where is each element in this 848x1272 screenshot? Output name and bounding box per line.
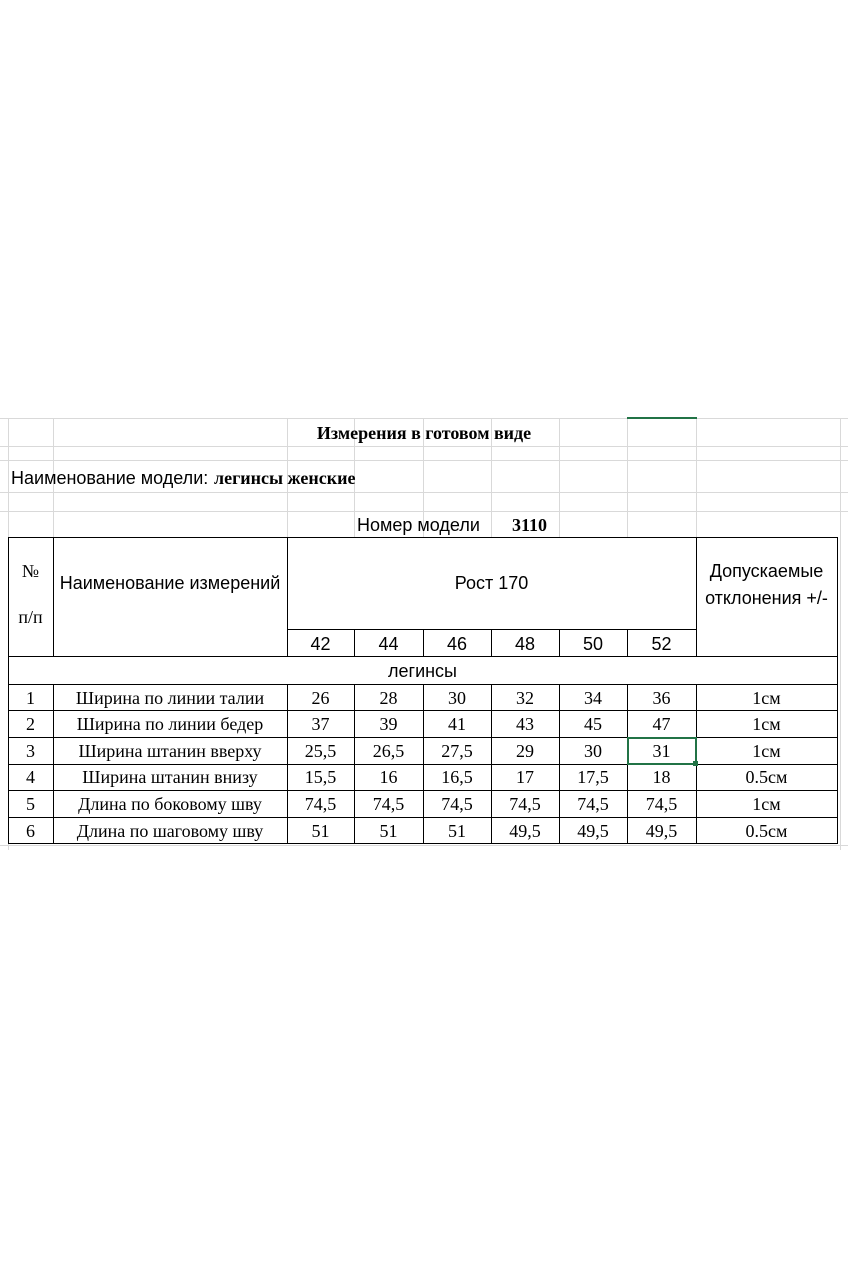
row-value[interactable]: 30 <box>584 741 602 761</box>
model-number-value: 3110 <box>512 515 548 535</box>
section-label: легинсы <box>387 661 457 681</box>
row-value[interactable]: 74,5 <box>372 794 405 814</box>
row-name: Длина по шаговому шву <box>76 821 264 841</box>
row-value[interactable]: 27,5 <box>441 741 473 761</box>
row-name: Ширина штанин внизу <box>82 767 258 787</box>
row-value[interactable]: 16,5 <box>441 767 473 787</box>
row-number: 4 <box>26 767 35 787</box>
row-value[interactable]: 74,5 <box>577 794 609 814</box>
row-name: Ширина штанин вверху <box>78 741 262 761</box>
row-tolerance: 1см <box>752 794 781 814</box>
model-name-label: Наименование модели: <box>11 468 209 488</box>
col-num-header-bottom: п/п <box>18 607 43 627</box>
row-value[interactable]: 47 <box>652 714 671 734</box>
tolerance-header-line2: отклонения +/- <box>705 588 828 608</box>
row-number: 5 <box>26 794 35 814</box>
row-tolerance: 0.5см <box>745 821 788 841</box>
column-selection-indicator <box>627 417 697 419</box>
row-value[interactable]: 74,5 <box>645 794 678 814</box>
fill-handle[interactable] <box>693 761 698 766</box>
row-value[interactable]: 28 <box>379 688 398 708</box>
tolerance-header-line1: Допускаемые <box>709 561 824 581</box>
row-number: 2 <box>26 714 35 734</box>
row-value[interactable]: 15,5 <box>304 767 337 787</box>
size-header: 50 <box>582 634 604 654</box>
row-value[interactable]: 51 <box>379 821 398 841</box>
row-value[interactable]: 74,5 <box>441 794 473 814</box>
row-value[interactable]: 31 <box>652 741 671 761</box>
col-num-header-top: № <box>21 561 40 581</box>
row-value[interactable]: 49,5 <box>509 821 541 841</box>
size-header: 42 <box>310 634 331 654</box>
row-value[interactable]: 18 <box>652 767 671 787</box>
row-value[interactable]: 36 <box>652 688 671 708</box>
row-value[interactable]: 39 <box>379 714 398 734</box>
size-header: 44 <box>378 634 399 654</box>
row-value[interactable]: 30 <box>448 688 466 708</box>
row-value[interactable]: 32 <box>516 688 534 708</box>
row-tolerance: 1см <box>752 741 781 761</box>
row-value[interactable]: 51 <box>448 821 466 841</box>
model-number-label: Номер модели <box>357 515 480 535</box>
row-value[interactable]: 17 <box>516 767 534 787</box>
row-tolerance: 1см <box>752 714 781 734</box>
sheet-title: Измерения в готовом виде <box>316 423 532 443</box>
row-value[interactable]: 17,5 <box>577 767 609 787</box>
size-header: 46 <box>446 634 468 654</box>
row-value[interactable]: 41 <box>448 714 466 734</box>
row-value[interactable]: 74,5 <box>509 794 541 814</box>
row-value[interactable]: 43 <box>516 714 534 734</box>
row-name: Ширина по линии бедер <box>76 714 264 734</box>
row-value[interactable]: 45 <box>584 714 602 734</box>
row-number: 3 <box>26 741 35 761</box>
row-number: 6 <box>26 821 35 841</box>
row-name: Ширина по линии талии <box>75 688 265 708</box>
row-value[interactable]: 25,5 <box>304 741 337 761</box>
active-cell-selection[interactable] <box>627 737 697 765</box>
row-tolerance: 1см <box>752 688 781 708</box>
row-tolerance: 0.5см <box>745 767 788 787</box>
row-value[interactable]: 26 <box>311 688 330 708</box>
row-value[interactable]: 37 <box>311 714 330 734</box>
row-value[interactable]: 74,5 <box>304 794 337 814</box>
model-name-value: легинсы женские <box>214 468 356 488</box>
row-value[interactable]: 51 <box>311 821 330 841</box>
row-value[interactable]: 29 <box>516 741 534 761</box>
group-header: Рост 170 <box>454 573 529 593</box>
row-value[interactable]: 16 <box>379 767 398 787</box>
row-number: 1 <box>26 688 35 708</box>
col-name-header: Наименование измерений <box>59 573 281 593</box>
row-value[interactable]: 26,5 <box>372 741 405 761</box>
row-value[interactable]: 49,5 <box>577 821 609 841</box>
size-header: 48 <box>514 634 536 654</box>
row-value[interactable]: 34 <box>584 688 602 708</box>
row-name: Длина по боковому шву <box>78 794 262 814</box>
row-value[interactable]: 49,5 <box>645 821 678 841</box>
size-header: 52 <box>651 634 672 654</box>
